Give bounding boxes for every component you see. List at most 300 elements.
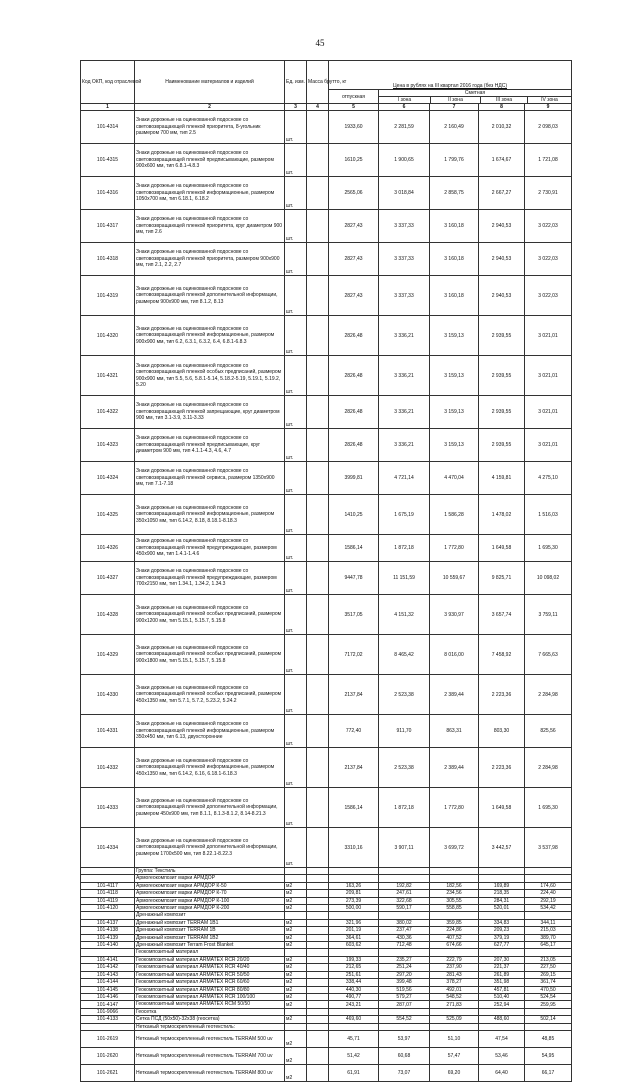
table-row [81,748,572,788]
zone-price: 510,40 [479,993,525,1000]
item-name: Знаки дорожные на оцинкованной подоснове со световозвращающей пленкой сервиса, размером 1350х900 мм, тип 7.1-7.18 [135,462,285,495]
zone-price: 1 516,03 [525,495,572,535]
zone-price: 457,81 [479,986,525,993]
item-unit: м2 [285,905,307,912]
item-unit: шт. [285,276,307,316]
zone-price: 3 022,03 [525,243,572,276]
page-number: 45 [315,38,325,48]
zone-price: 69,20 [430,1064,479,1081]
empty-cell [285,1023,307,1030]
col-number: 4 [307,104,329,111]
item-code: 101-4316 [81,177,135,210]
zone-price: 292,19 [525,897,572,904]
empty-cell [307,1023,329,1030]
zone-price: 1 586,28 [430,495,479,535]
zone-price: 213,05 [525,956,572,963]
item-mass [307,828,329,868]
header-zone-2: II зона [431,97,481,103]
header-zone-1: I зона [379,97,431,103]
release-price: 201,19 [329,927,379,934]
table-row [81,243,572,276]
col-number: 3 [285,104,307,111]
release-price: 469,60 [329,1016,379,1023]
zone-price: 284,31 [479,897,525,904]
zone-price: 252,94 [479,1001,525,1008]
item-unit: м2 [285,927,307,934]
col-number: 5 [329,104,379,111]
item-unit: м2 [285,1047,307,1064]
zone-price: 73,07 [379,1064,430,1081]
zone-price: 3 021,01 [525,316,572,356]
zone-price: 470,50 [525,986,572,993]
zone-price: 2 939,55 [479,429,525,462]
zone-price: 534,42 [525,905,572,912]
zone-price: 209,23 [479,927,525,934]
item-code: 101-4330 [81,675,135,715]
zone-price: 207,30 [479,956,525,963]
item-mass [307,316,329,356]
zone-price: 237,90 [430,964,479,971]
item-mass [307,715,329,748]
item-code [81,1023,135,1030]
item-unit: м2 [285,964,307,971]
col-number: 1 [81,104,135,111]
empty-cell [379,1023,430,1030]
item-unit: шт. [285,111,307,144]
zone-price: 247,61 [379,890,430,897]
zone-price: 2 939,55 [479,356,525,396]
zone-price: 379,19 [479,934,525,941]
item-name: Армогеокомпозит марки АРМДОР К-200 [135,905,285,912]
item-name: Знаки дорожные на оцинкованной подоснове со световозвращающей пленкой дополнительной информации, размером 1700х500 мм, тип 8.22.1-8.22.3 [135,828,285,868]
table-row [81,993,572,1000]
item-mass [307,788,329,828]
item-name: Знаки дорожные на оцинкованной подоснове со световозвращающей пленкой особых предписаний, размером 900х1200 мм, тип 5.15.1, 5.15.7, 5.15.8 [135,595,285,635]
item-unit: м2 [285,890,307,897]
group-title-row [81,868,572,875]
empty-cell [479,912,525,919]
item-mass [307,429,329,462]
item-code: 101-4147 [81,1001,135,1008]
table-row [81,715,572,748]
zone-price: 234,56 [430,890,479,897]
item-name: Геокомпозитный материал ARMATEX RCR 60/60 [135,979,285,986]
zone-price: 488,60 [479,1016,525,1023]
empty-cell [307,875,329,882]
zone-price: 803,30 [479,715,525,748]
armdor-title-row [81,875,572,882]
zone-price: 1 695,30 [525,788,572,828]
release-price: 273,39 [329,897,379,904]
header-estimated-block [379,90,572,104]
release-price: 490,77 [329,993,379,1000]
release-price: 2827,43 [329,210,379,243]
zone-price: 3 022,03 [525,210,572,243]
table-row [81,979,572,986]
zone-price: 627,77 [479,942,525,949]
zone-price: 3 159,13 [430,356,479,396]
zone-price: 3 759,11 [525,595,572,635]
empty-cell [307,868,329,875]
zone-price: 8 465,42 [379,635,430,675]
item-code: 101-4139 [81,934,135,941]
item-code: 101-4326 [81,535,135,562]
item-unit: шт. [285,243,307,276]
zone-price: 2 940,53 [479,276,525,316]
item-unit: шт. [285,316,307,356]
item-name: Знаки дорожные на оцинкованной подоснове со световозвращающей пленкой особых предписаний, размером 900х900 мм, тип 5.5, 5.6, 5.8.1-5.14, 5.18.2-5.19, 5.19.1, 5.19.2, 5.20 [135,356,285,396]
zone-price: 674,66 [430,942,479,949]
release-price: 1586,14 [329,788,379,828]
geotextile-title: Геосетка [135,1008,285,1015]
table-row [81,316,572,356]
zone-price: 224,86 [430,927,479,934]
empty-cell [285,1008,307,1015]
zone-price: 2 098,03 [525,111,572,144]
release-price: 2826,48 [329,429,379,462]
item-code: 101-9066 [81,1008,135,1015]
zone-price: 378,27 [430,979,479,986]
zone-price: 51,10 [430,1030,479,1047]
zone-price: 3 336,21 [379,356,430,396]
release-price: 199,33 [329,956,379,963]
item-name: Знаки дорожные на оцинкованной подоснове со световозвращающей пленкой предупреждающие, размером 700х2150 мм, тип 1.34.1, 1.34.2, 1.34.3 [135,562,285,595]
header-code: Код ОКП, код отраслевой [81,61,135,104]
table-row [81,882,572,889]
zone-price: 3 336,21 [379,396,430,429]
zone-price: 3 159,13 [430,396,479,429]
empty-cell [430,1008,479,1015]
col-number: 7 [430,104,479,111]
table-row [81,890,572,897]
item-mass [307,897,329,904]
item-code: 101-4141 [81,956,135,963]
empty-cell [479,868,525,875]
item-code: 101-4333 [81,788,135,828]
item-code: 101-4334 [81,828,135,868]
item-mass [307,635,329,675]
zone-price: 222,79 [430,956,479,963]
release-price: 3517,05 [329,595,379,635]
item-mass [307,956,329,963]
zone-price: 3 537,98 [525,828,572,868]
item-mass [307,1016,329,1023]
table-row [81,1016,572,1023]
item-code: 101-4327 [81,562,135,595]
item-mass [307,356,329,396]
zone-price: 3 021,01 [525,356,572,396]
item-mass [307,1047,329,1064]
item-name: Дренажный композит Terram Frost Blanket [135,942,285,949]
zone-price: 2 284,98 [525,748,572,788]
zone-price: 235,27 [379,956,430,963]
item-unit: м2 [285,1016,307,1023]
item-unit: шт. [285,144,307,177]
header-unit: Ед. изм. [285,61,307,104]
item-mass [307,748,329,788]
zone-price: 3 442,57 [479,828,525,868]
zone-price: 2 281,59 [379,111,430,144]
zone-price: 60,68 [379,1047,430,1064]
col-number: 6 [379,104,430,111]
table-row [81,964,572,971]
item-name: Геокомпозитный материал ARMATEX RCR 100/100 [135,993,285,1000]
zone-price: 430,36 [379,934,430,941]
item-code: 101-4325 [81,495,135,535]
item-mass [307,111,329,144]
drain-title: Дренажный композит [135,912,285,919]
item-unit: м2 [285,934,307,941]
zone-price: 1 772,80 [430,788,479,828]
item-mass [307,495,329,535]
zone-price: 1 695,30 [525,535,572,562]
empty-cell [329,875,379,882]
zone-price: 271,83 [430,1001,479,1008]
empty-cell [285,875,307,882]
zone-price: 3 022,03 [525,276,572,316]
zone-price: 2 389,44 [430,675,479,715]
item-name: Нетканый термоскрепленный геотекстиль TERRAM 700 uv [135,1047,285,1064]
item-unit: шт. [285,562,307,595]
item-name: Знаки дорожные на оцинкованной подоснове со световозвращающей пленкой особых предписаний, размером 450х1350 мм, тип 5.7.1, 5.7.2, 5.23.2, 5.24.2 [135,675,285,715]
item-mass [307,942,329,949]
empty-cell [525,868,572,875]
item-unit: м2 [285,897,307,904]
release-price: 212,65 [329,964,379,971]
release-price: 163,26 [329,882,379,889]
zone-price: 2 939,55 [479,316,525,356]
table-row [81,905,572,912]
release-price: 772,40 [329,715,379,748]
item-mass [307,535,329,562]
zone-price: 9 825,71 [479,562,525,595]
item-name: Нетканый термоскрепленный геотекстиль TERRAM 500 uv [135,1030,285,1047]
zone-price: 2 160,49 [430,111,479,144]
item-unit: шт. [285,595,307,635]
zone-price: 548,52 [430,993,479,1000]
release-price: 2827,43 [329,243,379,276]
table-row [81,897,572,904]
zone-price: 1 872,18 [379,788,430,828]
item-name: Геокомпозитный материал ARMATEX RCR 80/80 [135,986,285,993]
item-unit: шт. [285,356,307,396]
empty-cell [379,1008,430,1015]
empty-cell [525,1008,572,1015]
item-name: Знаки дорожные на оцинкованной подоснове со световозвращающей пленкой дополнительной информации, размером 900х900 мм, тип 8.1.2, 8.13 [135,276,285,316]
table-row [81,595,572,635]
item-name: Знаки дорожные на оцинкованной подоснове со световозвращающей пленкой информационные, размером 450х1350 мм, тип 6.14.2, 6.16, 6.18.1-6.18.3 [135,748,285,788]
release-price: 603,62 [329,942,379,949]
item-unit: шт. [285,828,307,868]
table-row [81,462,572,495]
item-mass [307,144,329,177]
item-name: Знаки дорожные на оцинкованной подоснове со световозвращающей пленкой информационные, размером 1050х700 мм, тип 6.18.1, 6.18.2 [135,177,285,210]
table-row [81,276,572,316]
col-number: 9 [525,104,572,111]
zone-price: 1 675,19 [379,495,430,535]
zone-price: 911,70 [379,715,430,748]
item-mass [307,595,329,635]
release-price: 2827,43 [329,276,379,316]
zone-price: 1 772,80 [430,535,479,562]
empty-cell [479,1008,525,1015]
item-unit: шт. [285,396,307,429]
empty-cell [379,912,430,919]
item-mass [307,1030,329,1047]
item-name: Геокомпозитный материал ARMATEX RCR 50/50 [135,971,285,978]
item-unit: шт. [285,675,307,715]
zone-price: 712,48 [379,942,430,949]
zone-price: 3 160,18 [430,210,479,243]
item-name: Геокомпозитный материал ARMATEX RCR 20/20 [135,956,285,963]
item-unit: шт. [285,462,307,495]
zone-price: 4 151,32 [379,595,430,635]
item-name: Нетканый термоскрепленный геотекстиль TERRAM 800 uv [135,1064,285,1081]
item-name: Дренажный композит TERRAM 1B [135,927,285,934]
zone-price: 269,15 [525,971,572,978]
item-name: Знаки дорожные на оцинкованной подоснове со световозвращающей пленкой информационные, размером 350х1050 мм, тип 6.14.2, 8.18, 8.18.1-8.18.3 [135,495,285,535]
zone-price: 3 930,97 [430,595,479,635]
empty-cell [379,868,430,875]
item-code [81,912,135,919]
release-price: 2137,84 [329,748,379,788]
item-unit: м2 [285,1064,307,1081]
zone-price: 2 523,38 [379,675,430,715]
header-name: Наименование материалов и изделий [135,61,285,104]
zone-price: 3 021,01 [525,396,572,429]
release-price: 1610,25 [329,144,379,177]
empty-cell [307,1008,329,1015]
item-unit: м2 [285,993,307,1000]
empty-cell [329,1008,379,1015]
zone-price: 524,54 [525,993,572,1000]
release-price: 3999,81 [329,462,379,495]
drain-title-row [81,912,572,919]
item-unit: м2 [285,1030,307,1047]
empty-cell [285,949,307,956]
item-name: Армогеокомпозит марки АРМДОР К-100 [135,897,285,904]
item-code: 101-4133 [81,1016,135,1023]
zone-price: 492,01 [430,986,479,993]
zone-price: 11 151,59 [379,562,430,595]
item-code [81,875,135,882]
empty-cell [525,912,572,919]
column-numbers-row [81,104,572,111]
zone-price: 520,01 [479,905,525,912]
zone-price: 361,74 [525,979,572,986]
table-row [81,675,572,715]
empty-cell [285,868,307,875]
armdor-title: Армогеокомпозит марки АРМДОР [135,875,285,882]
zone-price: 3 907,11 [379,828,430,868]
release-price: 1933,60 [329,111,379,144]
zone-price: 2 389,44 [430,748,479,788]
item-mass [307,927,329,934]
table-row [81,429,572,462]
zone-price: 3 159,13 [430,429,479,462]
zone-price: 1 799,76 [430,144,479,177]
item-mass [307,396,329,429]
nonwoven-title-row [81,1023,572,1030]
item-code: 101-4317 [81,210,135,243]
zone-price: 305,55 [430,897,479,904]
table-row [81,1064,572,1081]
item-name: Знаки дорожные на оцинкованной подоснове со световозвращающей пленкой приоритета, 8-угольник размером 700 мм, тип 2.5 [135,111,285,144]
release-price: 2137,84 [329,675,379,715]
item-mass [307,675,329,715]
item-code: 101-2621 [81,1064,135,1081]
item-code [81,949,135,956]
zone-price: 10 098,02 [525,562,572,595]
item-unit: м2 [285,882,307,889]
zone-price: 863,31 [430,715,479,748]
release-price: 7172,02 [329,635,379,675]
item-name: Армогеокомпозит марки АРМДОР К-50 [135,882,285,889]
table-row [81,635,572,675]
release-price: 500,00 [329,905,379,912]
table-row [81,986,572,993]
empty-cell [525,1023,572,1030]
zone-price: 227,50 [525,964,572,971]
zone-price: 3 337,33 [379,210,430,243]
release-price: 2565,06 [329,177,379,210]
zone-price: 407,52 [430,934,479,941]
zone-price: 2 010,32 [479,111,525,144]
item-code: 101-4328 [81,595,135,635]
release-price: 3310,16 [329,828,379,868]
release-price: 251,61 [329,971,379,978]
item-code: 101-4321 [81,356,135,396]
item-code: 101-2620 [81,1047,135,1064]
zone-price: 2 939,55 [479,396,525,429]
table-row [81,210,572,243]
item-code: 101-4138 [81,927,135,934]
geotextile-title-row [81,1008,572,1015]
zone-price: 4 721,14 [379,462,430,495]
table-row [81,177,572,210]
empty-cell [430,912,479,919]
empty-cell [285,912,307,919]
item-code: 101-4118 [81,890,135,897]
zone-price: 359,85 [430,919,479,926]
zone-price: 590,17 [379,905,430,912]
zone-price: 64,40 [479,1064,525,1081]
zone-price: 237,47 [379,927,430,934]
empty-cell [479,1023,525,1030]
item-code: 101-4322 [81,396,135,429]
zone-price: 47,54 [479,1030,525,1047]
zone-price: 344,11 [525,919,572,926]
zone-price: 66,17 [525,1064,572,1081]
zone-price: 48,85 [525,1030,572,1047]
zone-price: 3 337,33 [379,243,430,276]
zone-price: 579,27 [379,993,430,1000]
table-row [81,1001,572,1008]
zone-price: 2 223,36 [479,675,525,715]
zone-price: 2 523,38 [379,748,430,788]
zone-price: 218,35 [479,890,525,897]
item-name: Дренажный композит TERRAM 1B2 [135,934,285,941]
empty-cell [329,912,379,919]
item-code: 101-4142 [81,964,135,971]
item-unit: м2 [285,956,307,963]
header-zone-4: IV зона [541,97,558,103]
zone-price: 825,56 [525,715,572,748]
zone-price: 1 649,58 [479,788,525,828]
item-mass [307,971,329,978]
item-code: 101-4323 [81,429,135,462]
zone-price: 322,68 [379,897,430,904]
